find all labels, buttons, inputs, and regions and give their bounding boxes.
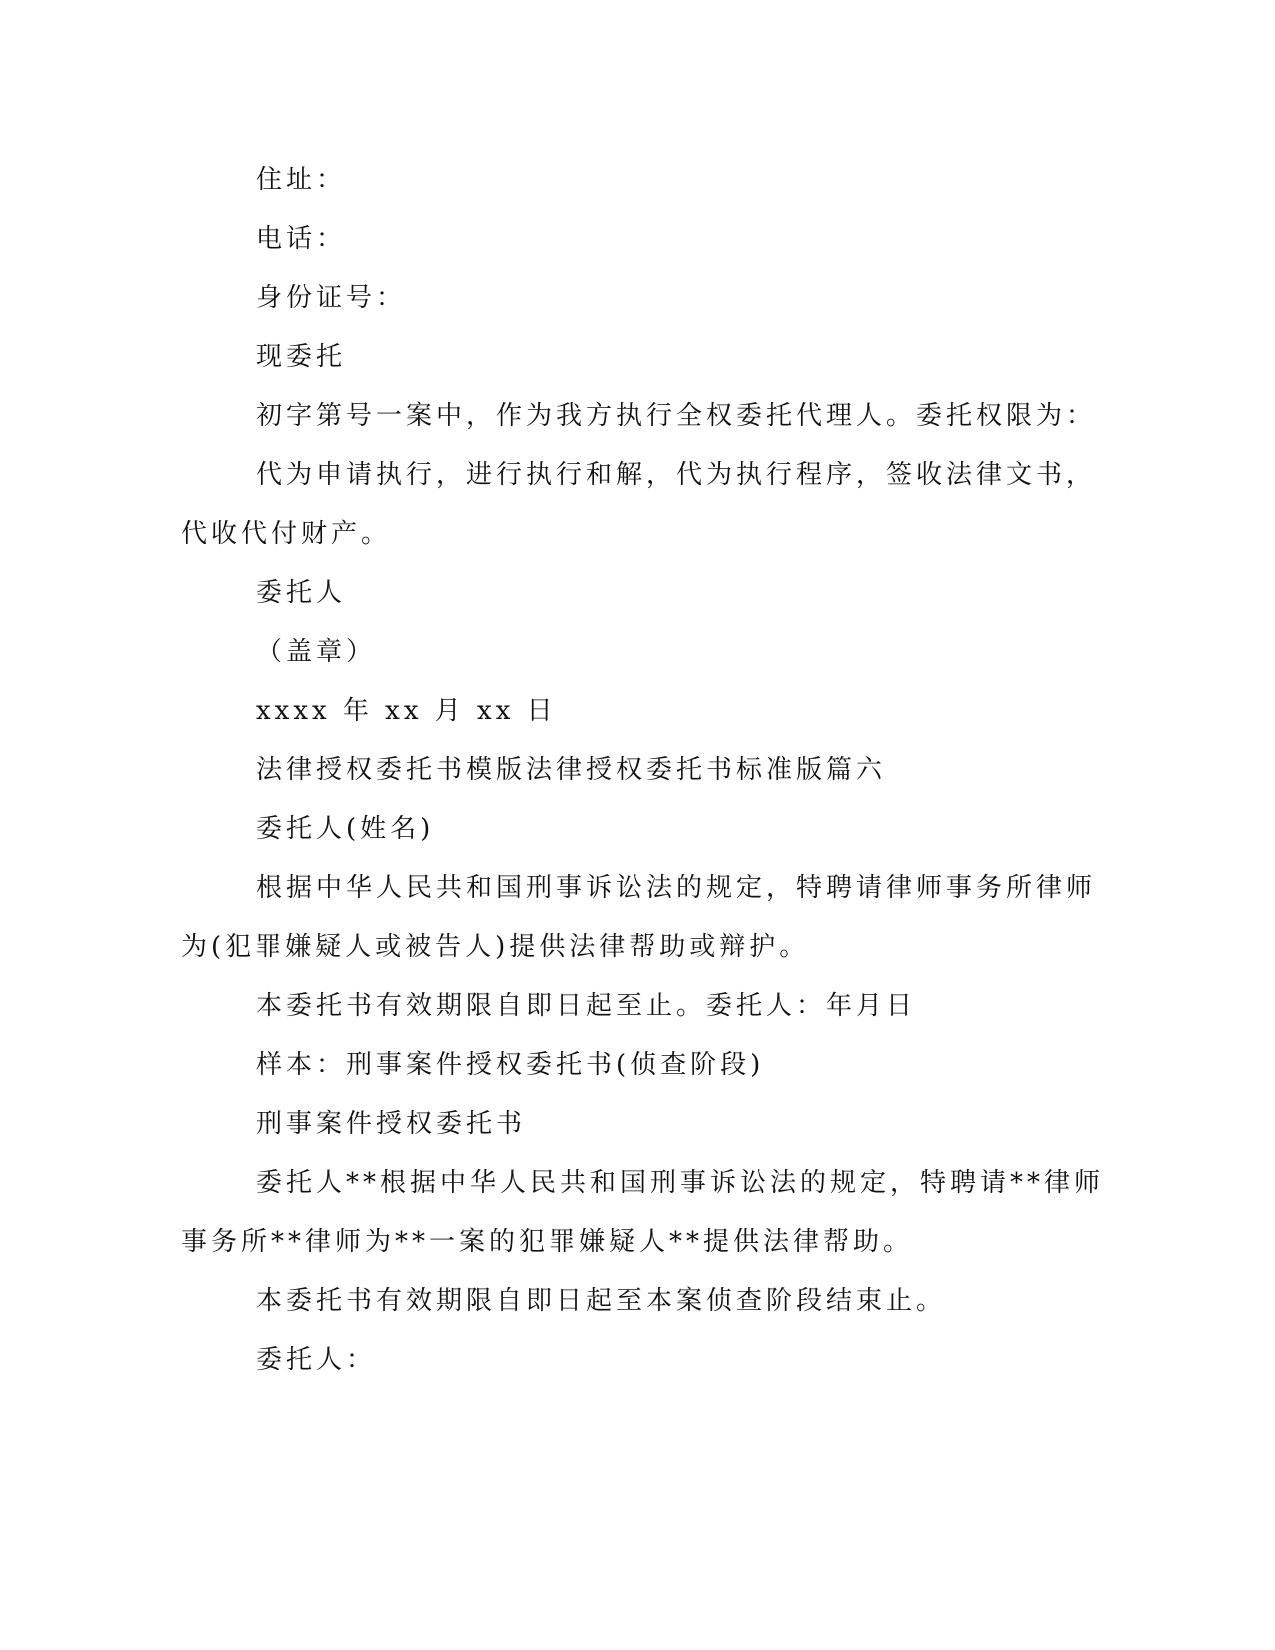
section-title: 法律授权委托书模版法律授权委托书标准版篇六 bbox=[256, 755, 887, 785]
principal-label: 委托人 bbox=[256, 578, 347, 608]
law-reference-continuation: 为(犯罪嫌疑人或被告人)提供法律帮助或辩护。 bbox=[181, 932, 810, 962]
validity-line: 本委托书有效期限自即日起至止。委托人：年月日 bbox=[256, 991, 917, 1021]
id-number-label: 身份证号： bbox=[256, 283, 407, 313]
sample-body-continuation: 事务所**律师为**一案的犯罪嫌疑人**提供法律帮助。 bbox=[181, 1227, 914, 1257]
entrust-line: 现委托 bbox=[256, 342, 347, 372]
address-label: 住址： bbox=[256, 165, 347, 195]
sample-principal-label: 委托人： bbox=[256, 1345, 377, 1375]
law-reference-line: 根据中华人民共和国刑事诉讼法的规定，特聘请律师事务所律师 bbox=[256, 873, 1097, 903]
sample-validity-line: 本委托书有效期限自即日起至本案侦查阶段结束止。 bbox=[256, 1286, 947, 1316]
seal-label: （盖章） bbox=[256, 637, 377, 667]
phone-label: 电话： bbox=[256, 224, 347, 254]
criminal-case-title: 刑事案件授权委托书 bbox=[256, 1109, 527, 1139]
date-line: xxxx 年 xx 月 xx 日 bbox=[256, 696, 557, 726]
principal-name-line: 委托人(姓名) bbox=[256, 814, 435, 844]
authority-continuation: 代收代付财产。 bbox=[181, 519, 392, 549]
sample-body-line: 委托人**根据中华人民共和国刑事诉讼法的规定，特聘请**律师 bbox=[256, 1168, 1105, 1198]
sample-title-line: 样本：刑事案件授权委托书(侦查阶段) bbox=[256, 1050, 765, 1080]
authority-line: 代为申请执行，进行执行和解，代为执行程序，签收法律文书， bbox=[256, 460, 1097, 490]
case-scope-line: 初字第号一案中，作为我方执行全权委托代理人。委托权限为： bbox=[256, 401, 1097, 431]
